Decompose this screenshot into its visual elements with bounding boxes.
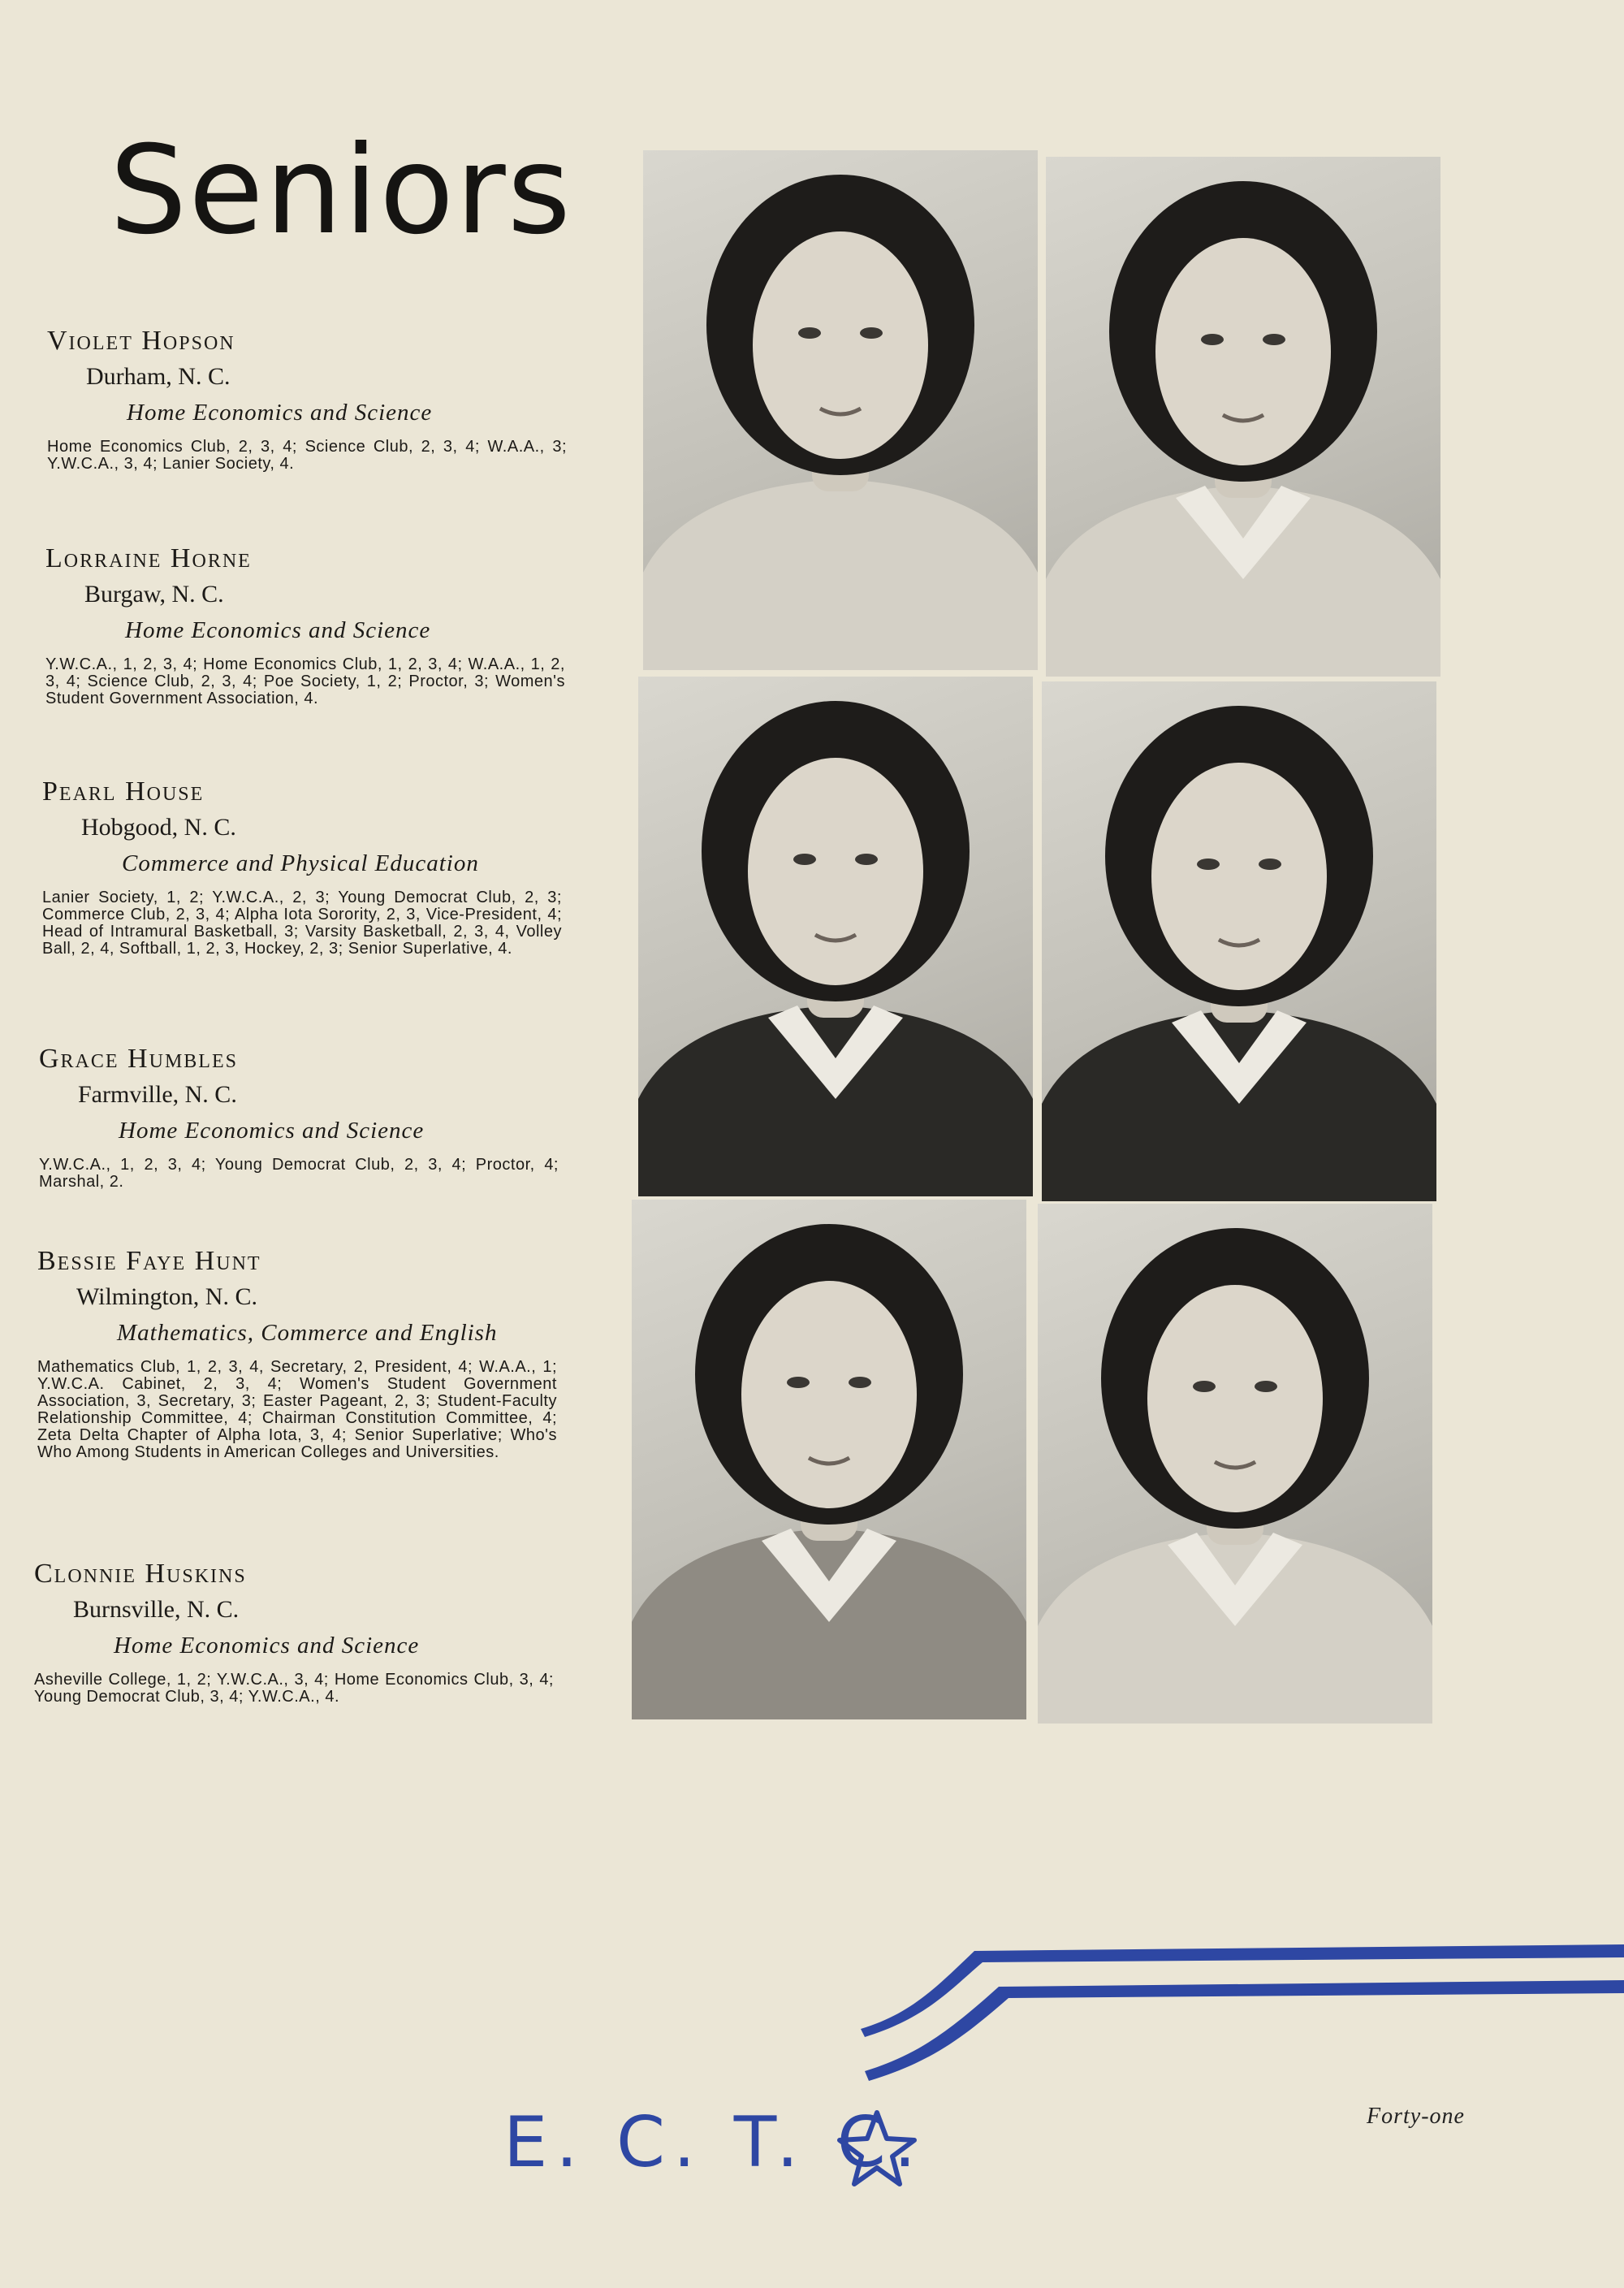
portrait-face (753, 231, 928, 459)
portrait-eye-left (798, 327, 821, 339)
portrait-face (1151, 763, 1327, 990)
portrait-photo (1042, 681, 1436, 1201)
portrait-photo (638, 677, 1033, 1196)
college-initials: E. C. T. C. (503, 2102, 925, 2183)
portrait-figure (1046, 157, 1440, 677)
senior-activities: Home Economics Club, 2, 3, 4; Science Club, 2, 3, 4; W.A.A., 3; Y.W.C.A., 3, 4; Lanier Society, 4. (47, 438, 567, 473)
senior-hometown: Farmville, N. C. (78, 1081, 237, 1108)
portrait-shoulders (1038, 1533, 1432, 1724)
senior-name: Bessie Faye Hunt (37, 1246, 261, 1276)
portrait-face (748, 758, 923, 985)
senior-name: Clonnie Huskins (34, 1559, 247, 1589)
portrait-face (1147, 1285, 1323, 1512)
senior-major: Home Economics and Science (119, 1118, 425, 1144)
senior-hometown: Hobgood, N. C. (81, 814, 236, 841)
portrait-figure (1038, 1204, 1432, 1724)
portrait-face (1155, 238, 1331, 465)
portrait-eye-right (849, 1377, 871, 1388)
portrait-eye-left (1201, 334, 1224, 345)
senior-entry (42, 776, 562, 958)
portrait-shoulders (638, 1006, 1033, 1196)
senior-major: Mathematics, Commerce and English (117, 1320, 498, 1346)
portrait-eye-right (1263, 334, 1285, 345)
portrait-photo (1038, 1204, 1432, 1724)
senior-name: Violet Hopson (47, 326, 235, 356)
portrait-figure (632, 1200, 1026, 1719)
portrait-eye-right (860, 327, 883, 339)
portrait-shoulders (632, 1529, 1026, 1719)
portrait-eye-right (1255, 1381, 1277, 1392)
portrait-grid (632, 150, 1444, 1726)
senior-major: Home Economics and Science (125, 617, 431, 643)
portrait-eye-left (1193, 1381, 1216, 1392)
senior-hometown: Burnsville, N. C. (73, 1596, 240, 1623)
portrait-eye-right (1259, 859, 1281, 870)
portrait-figure (643, 150, 1038, 670)
portrait-face (741, 1281, 917, 1508)
portrait-eye-right (855, 854, 878, 865)
senior-entry (47, 325, 567, 473)
portrait-shoulders (643, 479, 1038, 670)
senior-name: Lorraine Horne (45, 543, 252, 573)
portrait-photo (1046, 157, 1440, 677)
page-number: Forty-one (1367, 2104, 1465, 2129)
portrait-eye-left (793, 854, 816, 865)
senior-major: Home Economics and Science (127, 400, 433, 426)
senior-activities: Mathematics Club, 1, 2, 3, 4, Secretary, 2, President, 4; W.A.A., 1; Y.W.C.A. Cabinet, 2, 3, 4; Women's Student Government Association, 3, Secretary, 3; Easter Pageant, 2, 3; Student-Faculty Relationship Committee, 4; Chairman Constitution Committee, 4; Zeta Delta Chapter of Alpha Iota, 3, 4; Senior Superlative; Who's Who Among Students in American Colleges and Universities. (37, 1358, 557, 1461)
senior-entry (39, 1043, 559, 1191)
portrait-photo (643, 150, 1038, 670)
stripe-lower (865, 1980, 1624, 2081)
senior-major: Commerce and Physical Education (122, 850, 479, 876)
senior-hometown: Burgaw, N. C. (84, 581, 224, 608)
portrait-figure (638, 677, 1033, 1196)
portrait-eye-left (1197, 859, 1220, 870)
senior-activities: Y.W.C.A., 1, 2, 3, 4; Young Democrat Club, 2, 3, 4; Proctor, 4; Marshal, 2. (39, 1156, 559, 1191)
portrait-photo (632, 1200, 1026, 1719)
senior-name: Grace Humbles (39, 1044, 238, 1074)
senior-major: Home Economics and Science (114, 1633, 420, 1659)
portrait-shoulders (1042, 1010, 1436, 1201)
senior-entry (37, 1245, 557, 1461)
senior-hometown: Wilmington, N. C. (76, 1283, 257, 1310)
decorative-stripes (861, 1933, 1624, 2096)
senior-activities: Asheville College, 1, 2; Y.W.C.A., 3, 4; Home Economics Club, 3, 4; Young Democrat Club, 3, 4; Y.W.C.A., 4. (34, 1671, 554, 1706)
star-icon (836, 2108, 918, 2189)
senior-name: Pearl House (42, 776, 205, 807)
portrait-shoulders (1046, 486, 1440, 677)
senior-hometown: Durham, N. C. (86, 363, 231, 390)
portrait-eye-left (787, 1377, 810, 1388)
senior-activities: Lanier Society, 1, 2; Y.W.C.A., 2, 3; Young Democrat Club, 2, 3; Commerce Club, 2, 3, 4; Alpha Iota Sorority, 2, 3, Vice-President, 4; Head of Intramural Basketball, 3; Varsity Basketball, 2, 3, 4, Volley Ball, 2, 4, Softball, 1, 2, 3, Hockey, 2, 3; Senior Superlative, 4. (42, 889, 562, 958)
page-title: Seniors (110, 120, 572, 262)
senior-entry (34, 1558, 554, 1706)
senior-list (0, 0, 568, 1787)
senior-activities: Y.W.C.A., 1, 2, 3, 4; Home Economics Club, 1, 2, 3, 4; W.A.A., 1, 2, 3, 4; Science Club, 2, 3, 4; Poe Society, 1, 2; Proctor, 3; Women's Student Government Association, 4. (45, 655, 565, 707)
portrait-figure (1042, 681, 1436, 1201)
senior-entry (45, 543, 565, 707)
